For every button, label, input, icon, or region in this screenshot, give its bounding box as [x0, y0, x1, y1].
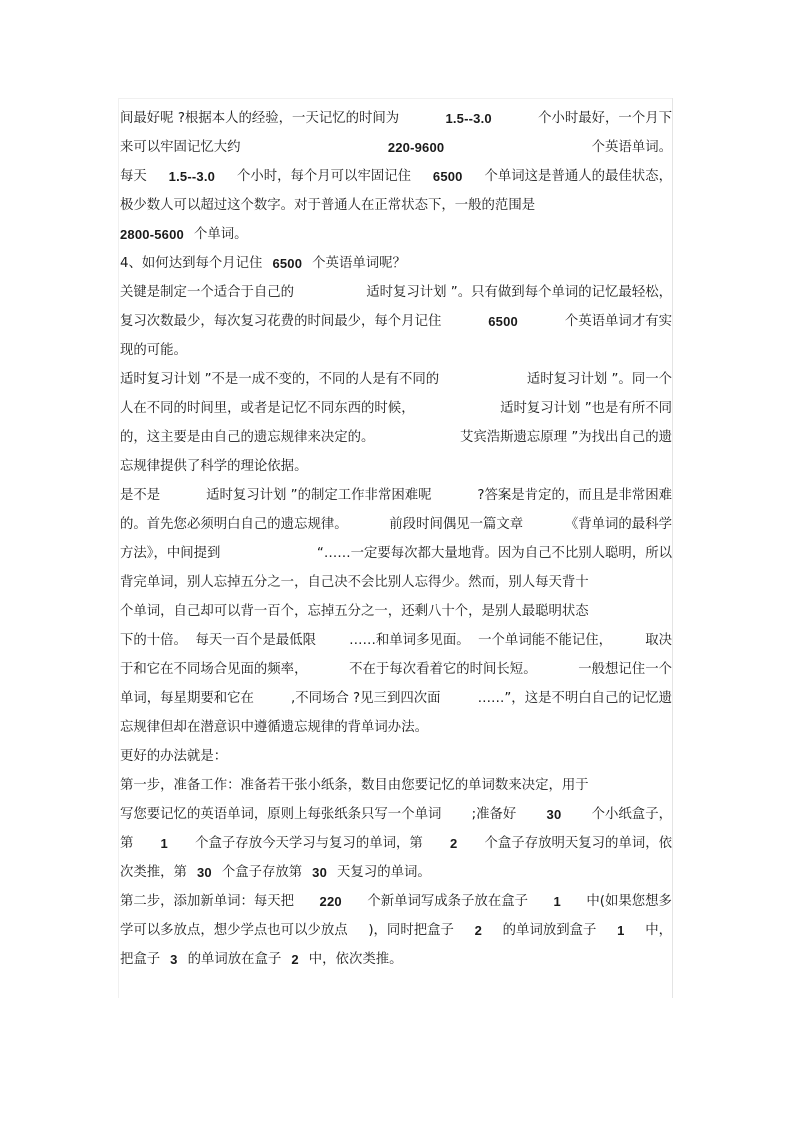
text-segment: 第二步，添加新单词：每天把	[120, 894, 295, 909]
text-segment: 写您要记忆的英语单词，原则上每张纸条只写一个单词	[120, 807, 442, 822]
text-segment: 的单词放到盒子	[502, 923, 597, 938]
text-line	[120, 336, 672, 365]
text-segment: 每天	[120, 169, 147, 184]
text-segment: 的，这主要是由自己的遗忘规律来决定的。	[120, 430, 375, 445]
text-line	[120, 713, 672, 742]
text-segment: 前段时间偶见一篇文章	[389, 517, 524, 532]
text-segment: 适时复习计划 ”也是有所不同	[500, 401, 672, 416]
text-segment: 单词，每星期要和它在	[120, 691, 254, 706]
text-line	[120, 916, 672, 945]
text-line	[120, 829, 672, 858]
text-line	[120, 945, 672, 974]
text-segment: 次类推，第	[120, 865, 187, 880]
text-segment: 适时复习计划 ”的制定工作非常困难呢	[206, 488, 432, 503]
inline-number: 3	[170, 952, 178, 967]
text-segment: 来可以牢固记忆大约	[120, 140, 241, 155]
text-segment: 更好的办法就是：	[120, 749, 228, 764]
text-segment: 个英语单词才有实	[564, 314, 672, 329]
inline-number: 30	[196, 865, 212, 880]
inline-number: 6500	[488, 314, 518, 329]
text-line	[120, 307, 672, 336]
text-segment: 适时复习计划 ”不是一成不变的，不同的人是有不同的	[120, 372, 440, 387]
text-segment: 中，	[645, 923, 672, 938]
inline-number: 6500	[272, 256, 303, 271]
text-line	[120, 278, 672, 307]
text-segment: 艾宾浩斯遗忘原理 ”为找出自己的遗	[459, 430, 672, 445]
text-segment: 天复习的单词。	[337, 865, 431, 880]
document-body-text	[120, 104, 672, 974]
text-line	[120, 684, 672, 713]
text-segment: 极少数人可以超过这个数字。对于普通人在正常状态下，一般的范围是	[120, 198, 536, 213]
text-line	[120, 249, 672, 278]
text-segment: 个盒子存放明天复习的单词，依	[484, 836, 672, 851]
text-line	[120, 394, 672, 423]
text-line	[120, 887, 672, 916]
text-segment: 第一步，准备工作：准备若干张小纸条，数目由您要记忆的单词数来决定，用于	[120, 778, 589, 793]
text-line	[120, 539, 672, 568]
text-segment: 个单词这是普通人的最佳状态，	[484, 169, 672, 184]
text-segment: ……和单词多见面。 一个单词能不能记住，	[349, 633, 613, 648]
text-segment: 复习次数最少，每次复习花费的时间最少，每个月记住	[120, 314, 442, 329]
text-segment: ……”，这是不明白自己的记忆遗	[477, 691, 672, 706]
inline-number: 2800-5600	[120, 227, 184, 242]
text-segment: 背完单词，别人忘掉五分之一，自己决不会比别人忘得少。然而，别人每天背十	[120, 575, 589, 590]
text-segment: 人在不同的时间里，或者是记忆不同东西的时候，	[120, 401, 415, 416]
text-line	[120, 220, 672, 249]
inline-number: 2	[449, 836, 458, 851]
inline-number: 6500	[432, 169, 463, 184]
text-segment: 4、如何达到每个月记住	[120, 256, 263, 271]
text-segment: 是不是	[120, 488, 161, 503]
text-line	[120, 771, 672, 800]
text-segment: 关键是制定一个适合于自己的	[120, 285, 295, 300]
text-line	[120, 655, 672, 684]
inline-number: 30	[546, 807, 562, 822]
page-frame-right-border	[672, 98, 673, 998]
text-line	[120, 104, 672, 133]
text-segment: 《背单词的最科学	[564, 517, 672, 532]
inline-number: 1.5--3.0	[168, 169, 216, 184]
text-line	[120, 191, 672, 220]
text-segment: ?答案是肯定的，而且是非常困难	[477, 488, 672, 503]
text-segment: 中，依次类推。	[308, 952, 403, 967]
text-segment: 个新单词写成条子放在盒子	[367, 894, 528, 909]
text-segment: 个英语单词。	[591, 140, 672, 155]
text-line	[120, 742, 672, 771]
text-segment: 间最好呢 ?根据本人的经验，一天记忆的时间为	[120, 111, 400, 126]
text-segment: 于和它在不同场合见面的频率，	[120, 662, 308, 677]
text-line	[120, 510, 672, 539]
inline-number: 1.5--3.0	[445, 111, 492, 126]
text-segment: ,不同场合 ?见三到四次面	[290, 691, 441, 706]
text-segment: 个单词，自己却可以背一百个，忘掉五分之一，还剩八十个，是别人最聪明状态	[120, 604, 589, 619]
text-line	[120, 597, 672, 626]
text-segment: 取决	[645, 633, 672, 648]
text-segment: 方法》，中间提到	[120, 546, 221, 561]
text-line	[120, 481, 672, 510]
text-segment: 忘规律但却在潜意识中遵循遗忘规律的背单词办法。	[120, 720, 428, 735]
text-segment: 个单词。	[193, 227, 248, 242]
inline-number: 2	[474, 923, 482, 938]
text-segment: 学可以多放点，想少学点也可以少放点	[120, 923, 348, 938]
inline-number: 1	[553, 894, 561, 909]
text-segment: 中(如果您想多	[586, 894, 672, 909]
text-segment: 现的可能。	[120, 343, 187, 358]
text-line	[120, 452, 672, 481]
text-segment: 把盒子	[120, 952, 161, 967]
page-frame-left-border	[118, 98, 119, 998]
inline-number: 220	[319, 894, 342, 909]
text-line	[120, 133, 672, 162]
inline-number: 1	[160, 836, 168, 851]
text-line	[120, 423, 672, 452]
text-segment: 适时复习计划 ”。同一个	[526, 372, 672, 387]
text-segment: 一般想记住一个	[578, 662, 672, 677]
text-segment: )，同时把盒子	[368, 923, 454, 938]
text-segment: 个小时最好，一个月下	[538, 111, 672, 126]
text-segment: 下的十倍。 每天一百个是最低限	[120, 633, 316, 648]
text-segment: 个盒子存放今天学习与复习的单词，第	[195, 836, 423, 851]
text-segment: ;准备好	[471, 807, 517, 822]
inline-number: 1	[617, 923, 625, 938]
text-segment: 个小纸盒子，	[591, 807, 672, 822]
text-line	[120, 568, 672, 597]
text-segment: 个英语单词呢？	[312, 256, 406, 271]
text-segment: 的。首先您必须明白自己的遗忘规律。	[120, 517, 348, 532]
text-line	[120, 365, 672, 394]
page-frame-top-border	[118, 98, 673, 99]
text-segment: 个盒子存放第	[221, 865, 303, 880]
text-line	[120, 858, 672, 887]
text-segment: 的单词放在盒子	[187, 952, 282, 967]
text-segment: 适时复习计划 ”。只有做到每个单词的记忆最轻松，	[366, 285, 672, 300]
inline-number: 2	[291, 952, 299, 967]
inline-number: 30	[312, 865, 328, 880]
text-segment: 第	[120, 836, 134, 851]
inline-number: 220-9600	[387, 140, 445, 155]
text-line	[120, 800, 672, 829]
text-segment: 不在于每次看着它的时间长短。	[349, 662, 537, 677]
text-segment: 忘规律提供了科学的理论依据。	[120, 459, 308, 474]
text-segment: 个小时，每个月可以牢固记住	[236, 169, 412, 184]
text-line	[120, 626, 672, 655]
text-line	[120, 162, 672, 191]
text-segment: “……一定要每次都大量地背。因为自己不比别人聪明，所以	[316, 546, 672, 561]
